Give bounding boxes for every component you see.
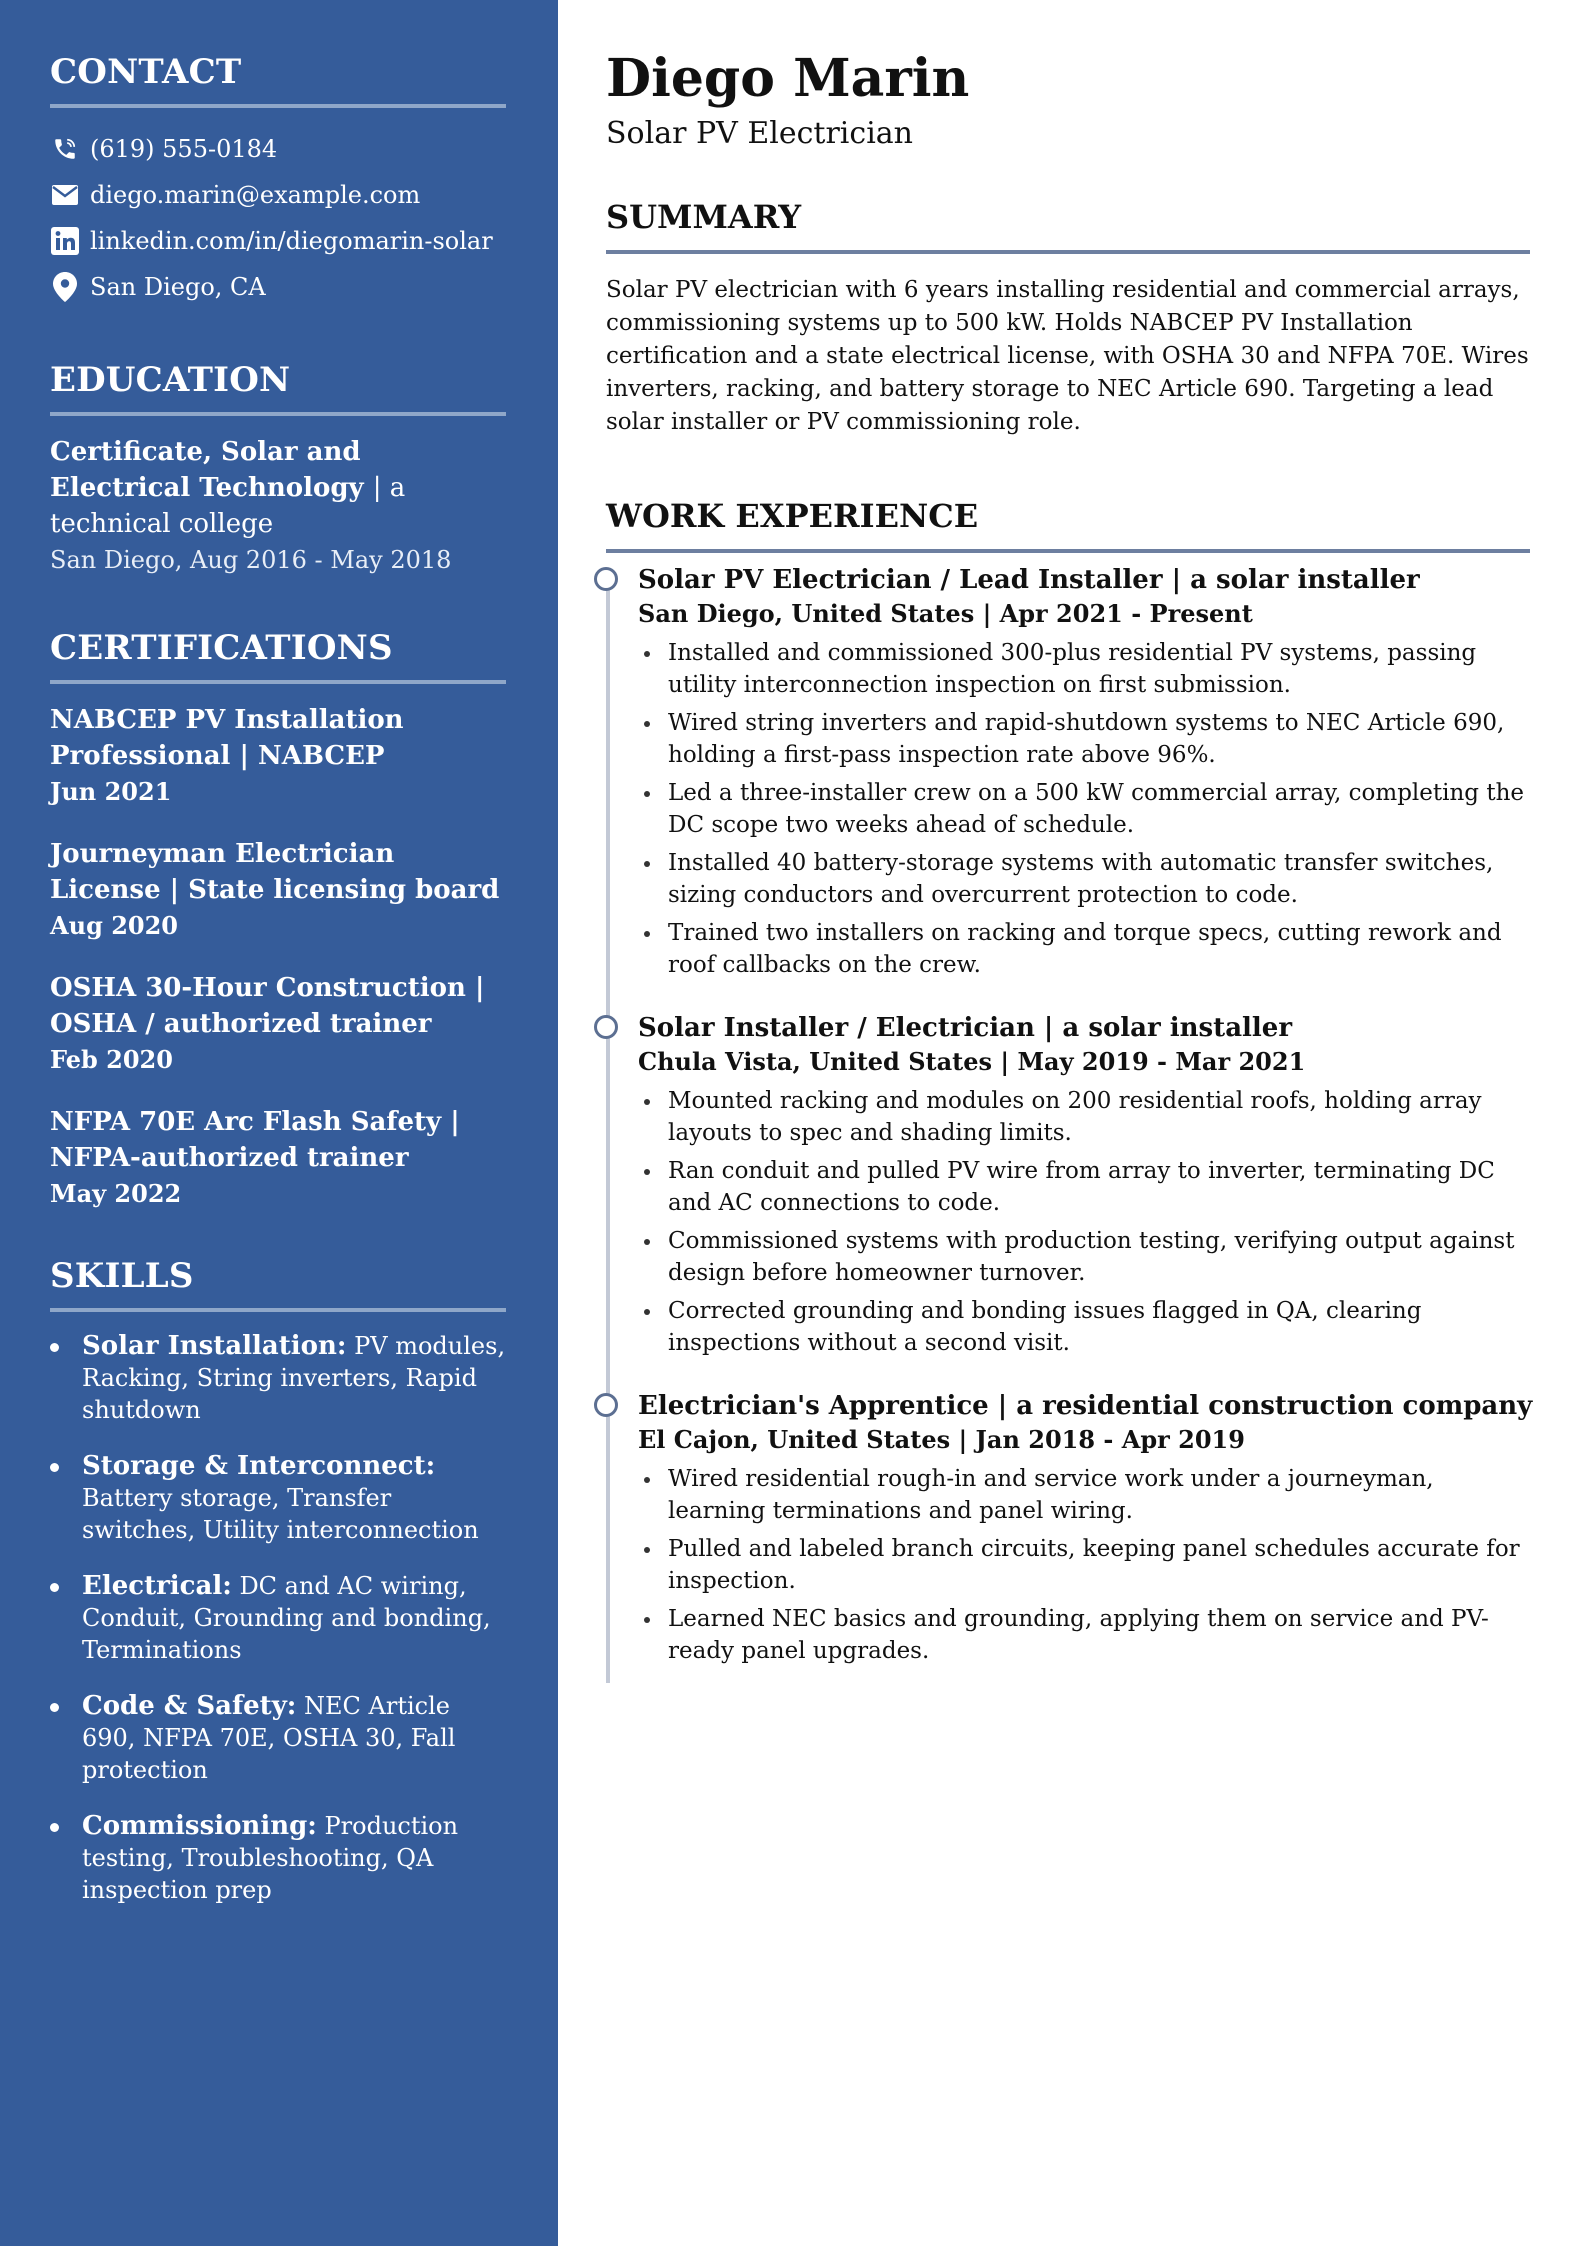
skill-text: DC and AC wiring, Conduit, Grounding and bonding, Terminations	[82, 1572, 491, 1664]
skill-text: Battery storage, Transfer switches, Utility interconnection	[82, 1484, 479, 1544]
education-heading: EDUCATION	[50, 360, 291, 400]
education-entry	[50, 434, 508, 542]
certification-date: May 2022	[50, 1179, 182, 1208]
email-text[interactable]: diego.marin@example.com	[90, 181, 421, 209]
certification-name: NABCEP PV Installation Professional | NABCEP	[50, 705, 404, 771]
job-entry	[638, 1011, 1536, 1359]
job-entry	[638, 1389, 1536, 1667]
certification-date: Aug 2020	[50, 911, 179, 940]
job-bullet: Corrected grounding and bonding issues flagged in QA, clearing inspections without a second visit.	[638, 1295, 1536, 1359]
sidebar	[0, 0, 558, 2246]
job-location-dates: San Diego, United States | Apr 2021 - Present	[638, 599, 1253, 628]
job-location-dates: Chula Vista, United States | May 2019 - Mar 2021	[638, 1047, 1306, 1076]
certification-date: Jun 2021	[50, 777, 172, 806]
job-bullet: Wired string inverters and rapid-shutdown systems to NEC Article 690, holding a first-pass inspection rate above 96%.	[638, 707, 1536, 771]
job-title: Electrician's Apprentice | a residential construction company	[638, 1391, 1533, 1421]
work-experience-heading: WORK EXPERIENCE	[606, 497, 979, 535]
certifications-divider	[50, 680, 506, 684]
education-location-dates: San Diego, Aug 2016 - May 2018	[50, 546, 452, 574]
skill-category: Code & Safety:	[82, 1691, 297, 1721]
education-divider	[50, 412, 506, 416]
work-experience-section	[606, 497, 1536, 1667]
job-bullets	[638, 637, 1536, 981]
degree-name: Certificate, Solar and Electrical Technology	[50, 437, 364, 503]
timeline-line	[606, 571, 610, 1683]
timeline-dot	[594, 567, 618, 591]
certifications-section	[50, 628, 508, 1212]
skills-section	[50, 1256, 508, 1906]
contact-email	[50, 172, 508, 218]
skill-item	[50, 1570, 508, 1666]
skill-category: Storage & Interconnect:	[82, 1451, 436, 1481]
job-title: Solar PV Electrician / Lead Installer | a solar installer	[638, 565, 1420, 595]
job-location-dates: El Cajon, United States | Jan 2018 - Apr 2019	[638, 1425, 1245, 1454]
skills-divider	[50, 1308, 506, 1312]
job-bullets	[638, 1085, 1536, 1359]
certification-item	[50, 1104, 508, 1212]
summary-heading: SUMMARY	[606, 198, 802, 236]
job-bullet: Pulled and labeled branch circuits, keeping panel schedules accurate for inspection.	[638, 1533, 1536, 1597]
skill-category: Solar Installation:	[82, 1331, 347, 1361]
skill-item	[50, 1690, 508, 1786]
job-bullet: Installed and commissioned 300-plus residential PV systems, passing utility interconnection inspection on first submission.	[638, 637, 1536, 701]
education-section	[50, 360, 508, 578]
skill-category: Electrical:	[82, 1571, 232, 1601]
job-bullet: Mounted racking and modules on 200 residential roofs, holding array layouts to spec and shading limits.	[638, 1085, 1536, 1149]
job-bullets	[638, 1463, 1536, 1667]
skill-text: NEC Article 690, NFPA 70E, OSHA 30, Fall protection	[82, 1692, 456, 1784]
linkedin-icon	[50, 226, 80, 256]
skill-item	[50, 1810, 508, 1906]
certification-name: NFPA 70E Arc Flash Safety | NFPA-authorized trainer	[50, 1107, 460, 1173]
experience-timeline	[606, 563, 1536, 1667]
skill-item	[50, 1330, 508, 1426]
job-bullet: Trained two installers on racking and torque specs, cutting rework and roof callbacks on the crew.	[638, 917, 1536, 981]
main-content	[606, 48, 1536, 1697]
job-title: Solar Installer / Electrician | a solar installer	[638, 1013, 1293, 1043]
location-text: San Diego, CA	[90, 273, 266, 301]
contact-linkedin	[50, 218, 508, 264]
skills-heading: SKILLS	[50, 1256, 194, 1296]
timeline-dot	[594, 1393, 618, 1417]
location-pin-icon	[50, 272, 80, 302]
certification-item	[50, 970, 508, 1078]
certification-item	[50, 836, 508, 944]
contact-heading: CONTACT	[50, 52, 242, 92]
contact-section	[50, 52, 508, 310]
job-bullet: Ran conduit and pulled PV wire from array to inverter, terminating DC and AC connections to code.	[638, 1155, 1536, 1219]
summary-divider	[606, 250, 1530, 254]
job-entry	[638, 563, 1536, 981]
certification-item	[50, 702, 508, 810]
skill-category: Commissioning:	[82, 1811, 317, 1841]
job-bullet: Wired residential rough-in and service work under a journeyman, learning terminations and panel wiring.	[638, 1463, 1536, 1527]
phone-icon	[50, 134, 80, 164]
skill-text: Production testing, Troubleshooting, QA inspection prep	[82, 1812, 459, 1904]
school-name: | a technical college	[50, 473, 406, 539]
job-bullet: Installed 40 battery-storage systems with automatic transfer switches, sizing conductors and overcurrent protection to code.	[638, 847, 1536, 911]
contact-phone	[50, 126, 508, 172]
candidate-title: Solar PV Electrician	[606, 116, 914, 151]
linkedin-text[interactable]: linkedin.com/in/diegomarin-solar	[90, 227, 493, 255]
certification-date: Feb 2020	[50, 1045, 173, 1074]
job-bullet: Learned NEC basics and grounding, applying them on service and PV-ready panel upgrades.	[638, 1603, 1536, 1667]
contact-divider	[50, 104, 506, 108]
skill-text: PV modules, Racking, String inverters, Rapid shutdown	[82, 1332, 506, 1424]
phone-text[interactable]: (619) 555-0184	[90, 135, 278, 163]
contact-location	[50, 264, 508, 310]
timeline-dot	[594, 1015, 618, 1039]
candidate-name: Diego Marin	[606, 48, 970, 109]
skill-item	[50, 1450, 508, 1546]
summary-section	[606, 198, 1536, 439]
summary-text: Solar PV electrician with 6 years installing residential and commercial arrays, commissioning systems up to 500 kW. Holds NABCEP PV Installation certification and a state electrical license, with OSHA 30 and NFPA 70E. Wires inverters, racking, and battery storage to NEC Article 690. Targeting a lead solar installer or PV commissioning role.	[606, 277, 1529, 435]
email-icon	[50, 180, 80, 210]
certification-name: Journeyman Electrician License | State licensing board	[50, 839, 500, 905]
job-bullet: Led a three-installer crew on a 500 kW commercial array, completing the DC scope two weeks ahead of schedule.	[638, 777, 1536, 841]
certifications-heading: CERTIFICATIONS	[50, 628, 393, 668]
certification-name: OSHA 30-Hour Construction | OSHA / authorized trainer	[50, 973, 485, 1039]
job-bullet: Commissioned systems with production testing, verifying output against design before homeowner turnover.	[638, 1225, 1536, 1289]
work-experience-divider	[606, 549, 1530, 553]
skills-list	[50, 1330, 508, 1906]
